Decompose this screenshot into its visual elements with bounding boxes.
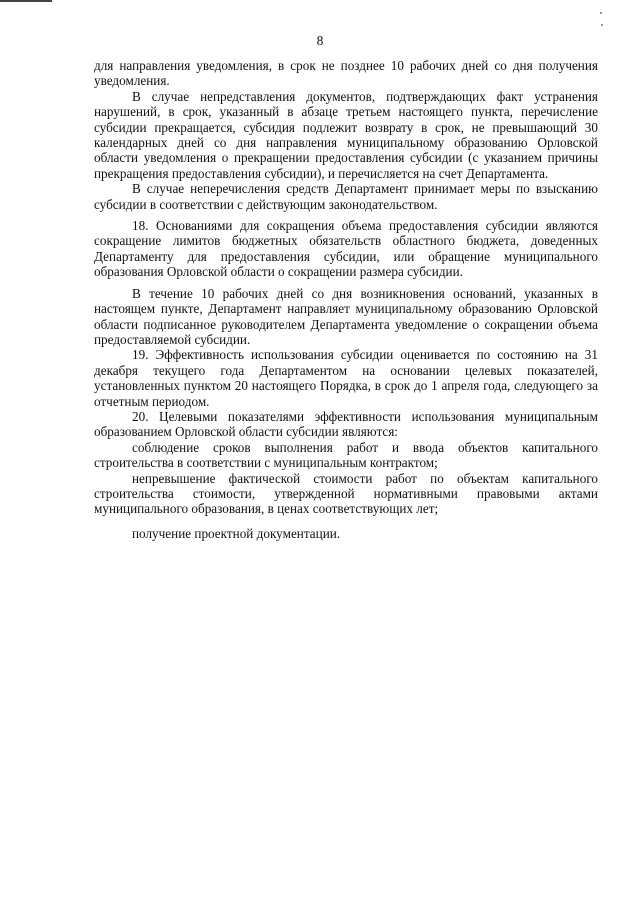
- paragraph-item-19: 19. Эффективность использования субсидии оценивается по состоянию на 31 декабря текущего года Департаментом на основании целевых показателей, установленных пунктом 20 настоящего Порядка, в срок до 1 апреля года, следующего за отчетным периодом.: [94, 347, 598, 409]
- scan-edge-mark: [0, 0, 52, 2]
- scan-speck: [600, 12, 602, 14]
- paragraph-reduction-notice: В течение 10 рабочих дней со дня возникновения оснований, указанных в настоящем пункте, Департамент направляет муниципальному образованию Орловской области подписанное руководителем Департамента уведомление о сокращении объема предоставляемой субсидии.: [94, 285, 598, 347]
- paragraph-item-18: 18. Основаниями для сокращения объема предоставления субсидии являются сокращение лимитов бюджетных обязательств областного бюджета, доведенных Департаменту для предоставления субсидии, или обращение муниципального образования Орловской области о сокращении размера субсидии.: [94, 218, 598, 280]
- paragraph-refund-condition: В случае непредставления документов, подтверждающих факт устранения нарушений, в срок, указанный в абзаце третьем настоящего пункта, перечисление субсидии прекращается, субсидия подлежит возврату в срок, не превышающий 30 календарных дней со дня направления муниципальному образованию Орловской области уведомления о прекращении предоставления субсидии (с указанием причины прекращения предоставления субсидии), и перечисляется на счет Департамента.: [94, 88, 598, 181]
- paragraph-recovery-measures: В случае неперечисления средств Департамент принимает меры по взысканию субсидии в соответствии с действующим законодательством.: [94, 181, 598, 212]
- paragraph-indicator-cost: непревышение фактической стоимости работ по объектам капитального строительства стоимости, утвержденной нормативными правовыми актами муниципального образования, в ценах соответствующих лет;: [94, 470, 598, 517]
- paragraph-notification-continuation: для направления уведомления, в срок не позднее 10 рабочих дней со дня получения уведомления.: [94, 58, 598, 89]
- page-number: 8: [316, 33, 324, 48]
- document-body: [94, 58, 598, 541]
- paragraph-item-20: 20. Целевыми показателями эффективности использования муниципальным образованием Орловской области субсидии являются:: [94, 408, 598, 440]
- scan-speck: [601, 24, 603, 26]
- paragraph-indicator-deadlines: соблюдение сроков выполнения работ и ввода объектов капитального строительства в соответствии с муниципальным контрактом;: [94, 439, 598, 471]
- paragraph-indicator-design-docs: получение проектной документации.: [132, 525, 341, 541]
